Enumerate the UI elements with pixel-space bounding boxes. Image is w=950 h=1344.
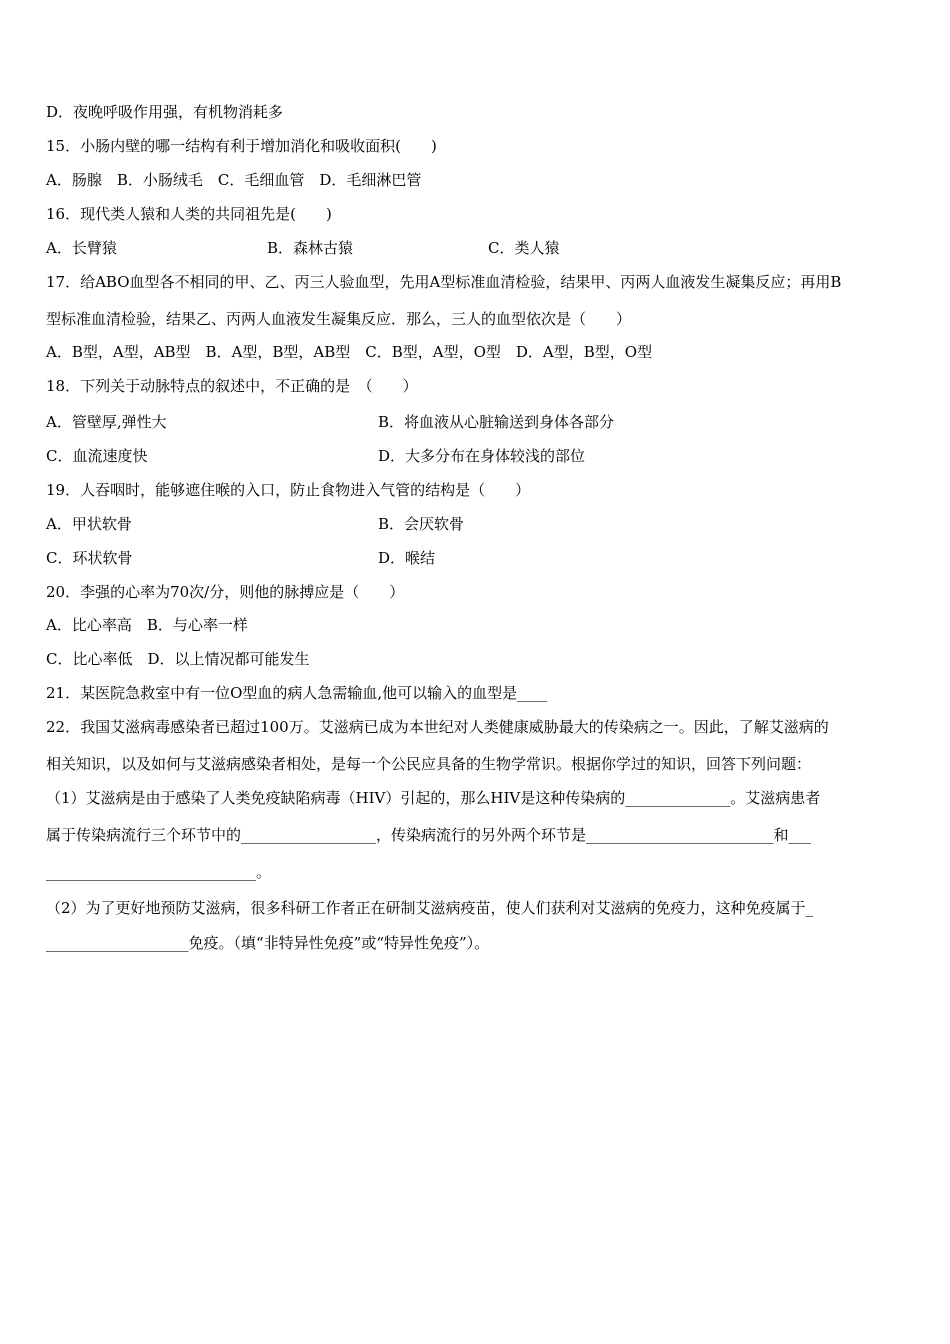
question-20: 20．李强的心率为70次/分，则他的脉搏应是（ ） (46, 583, 405, 601)
question-19: 19．人吞咽时，能够遮住喉的入口，防止食物进入气管的结构是（ ） (46, 481, 531, 499)
option-line: D．夜晚呼吸作用强，有机物消耗多 (46, 103, 284, 121)
question-20-options-ab: A．比心率高 B．与心率一样 (46, 616, 248, 634)
question-16-option-c: C．类人猿 (488, 239, 560, 257)
question-22-part-1-line-3: ____________________________。 (46, 863, 272, 881)
question-18-option-d: D．大多分布在身体较浅的部位 (378, 447, 586, 465)
question-22-line-2: 相关知识，以及如何与艾滋病感染者相处，是每一个公民应具备的生物学常识。根据你学过的知识，回答下列问题： (46, 755, 812, 773)
question-19-option-c: C．环状软骨 (46, 549, 133, 567)
question-17-line-2: 型标准血清检验，结果乙、丙两人血液发生凝集反应．那么，三人的血型依次是（ ） (46, 310, 632, 328)
question-19-option-d: D．喉结 (378, 549, 436, 567)
question-22-part-1-line-1: （1）艾滋病是由于感染了人类免疫缺陷病毒（HIV）引起的，那么HIV是这种传染病的______________。艾滋病患者 (46, 789, 821, 807)
question-19-option-b: B．会厌软骨 (378, 515, 465, 533)
question-22-line-1: 22．我国艾滋病毒感染者已超过100万。艾滋病已成为本世纪对人类健康威胁最大的传染病之一。因此，了解艾滋病的 (46, 718, 829, 736)
question-22-part-1-line-2: 属于传染病流行三个环节中的__________________，传染病流行的另外两个环节是_________________________和___ (46, 826, 812, 844)
question-18-option-a: A．管壁厚,弹性大 (46, 413, 167, 431)
question-17-options: A．B型，A型，AB型 B．A型，B型，AB型 C．B型，A型，O型 D．A型，B型，O型 (46, 343, 653, 361)
question-17-line-1: 17．给ABO血型各不相同的甲、乙、丙三人验血型，先用A型标准血清检验，结果甲、丙两人血液发生凝集反应；再用B (46, 273, 842, 291)
question-21: 21．某医院急救室中有一位O型血的病人急需输血,他可以输入的血型是____ (46, 684, 548, 702)
question-22-part-2-line-1: （2）为了更好地预防艾滋病，很多科研工作者正在研制艾滋病疫苗，使人们获利对艾滋病的免疫力，这种免疫属于_ (46, 899, 814, 917)
question-19-option-a: A．甲状软骨 (46, 515, 132, 533)
question-16-option-a: A．长臂猿 (46, 239, 117, 257)
question-18-option-b: B．将血液从心脏输送到身体各部分 (378, 413, 615, 431)
question-15-options: A．肠腺 B．小肠绒毛 C．毛细血管 D．毛细淋巴管 (46, 171, 422, 189)
question-22-part-2-line-2: ___________________免疫。（填“非特异性免疫”或“特异性免疫”）。 (46, 934, 490, 952)
question-16: 16．现代类人猿和人类的共同祖先是( ) (46, 205, 332, 223)
question-16-option-b: B．森林古猿 (267, 239, 354, 257)
question-18: 18．下列关于动脉特点的叙述中，不正确的是 （ ） (46, 377, 418, 395)
question-20-options-cd: C．比心率低 D．以上情况都可能发生 (46, 650, 310, 668)
question-15: 15．小肠内壁的哪一结构有利于增加消化和吸收面积( ) (46, 137, 437, 155)
question-18-option-c: C．血流速度快 (46, 447, 148, 465)
